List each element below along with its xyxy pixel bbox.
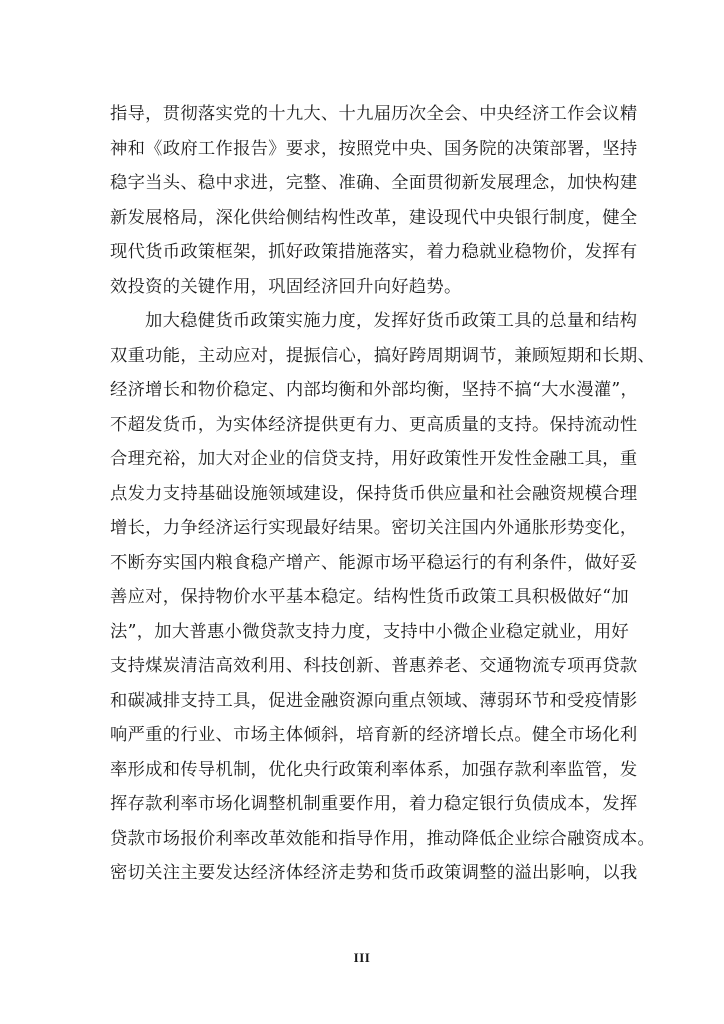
paragraph-2-line-4: 不超发货币，为实体经济提供更有力、更高质量的支持。保持流动性 xyxy=(110,414,638,435)
paragraph-1-line-2: 神和《政府工作报告》要求，按照党中央、国务院的决策部署，坚持 xyxy=(110,138,638,159)
paragraph-2-line-11: 支持煤炭清洁高效利用、科技创新、普惠养老、交通物流专项再贷款 xyxy=(110,656,638,676)
paragraph-1-line-4: 新发展格局，深化供给侧结构性改革，建设现代中央银行制度，健全 xyxy=(110,207,638,228)
paragraph-1-line-5: 现代货币政策框架，抓好政策措施落实，着力稳就业稳物价，发挥有 xyxy=(110,242,638,262)
paragraph-2-line-14: 率形成和传导机制，优化央行政策利率体系，加强存款利率监管，发 xyxy=(110,759,638,780)
paragraph-2-line-8: 不断夯实国内粮食稳产增产、能源市场平稳运行的有利条件，做好妥 xyxy=(110,552,638,573)
paragraph-2-line-16: 贷款市场报价利率改革效能和指导作用，推动降低企业综合融资成本。 xyxy=(110,828,656,849)
paragraph-2-line-10: 法”，加大普惠小微贷款支持力度，支持中小微企业稳定就业，用好 xyxy=(110,621,629,642)
body-text xyxy=(110,97,656,891)
paragraph-2-line-1: 加大稳健货币政策实施力度，发挥好货币政策工具的总量和结构 xyxy=(145,311,638,331)
paragraph-1-line-3: 稳字当头、稳中求进，完整、准确、全面贯彻新发展理念，加快构建 xyxy=(110,173,638,193)
paragraph-2-line-15: 挥存款利率市场化调整机制重要作用，着力稳定银行负债成本，发挥 xyxy=(110,794,638,814)
paragraph-2-line-13: 响严重的行业、市场主体倾斜，培育新的经济增长点。健全市场化利 xyxy=(110,725,638,745)
paragraph-2-line-12: 和碳减排支持工具，促进金融资源向重点领域、薄弱环节和受疫情影 xyxy=(110,690,638,711)
paragraph-2-line-3: 经济增长和物价稳定、内部均衡和外部均衡，坚持不搞“大水漫灌”， xyxy=(110,380,639,400)
paragraph-2-line-6: 点发力支持基础设施领域建设，保持货币供应量和社会融资规模合理 xyxy=(110,483,638,504)
paragraph-2-line-17: 密切关注主要发达经济体经济走势和货币政策调整的溢出影响，以我 xyxy=(110,863,638,883)
paragraph-2-line-5: 合理充裕，加大对企业的信贷支持，用好政策性开发性金融工具，重 xyxy=(110,449,638,469)
paragraph-1-line-1: 指导，贯彻落实党的十九大、十九届历次全会、中央经济工作会议精 xyxy=(110,104,638,124)
page-number: III xyxy=(353,950,371,965)
paragraph-2-line-9: 善应对，保持物价水平基本稳定。结构性货币政策工具积极做好“加 xyxy=(110,587,629,607)
paragraph-2-line-7: 增长，力争经济运行实现最好结果。密切关注国内外通胀形势变化， xyxy=(110,518,638,538)
paragraph-1-line-6: 效投资的关键作用，巩固经济回升向好趋势。 xyxy=(110,276,462,297)
paragraph-2-line-2: 双重功能，主动应对，提振信心，搞好跨周期调节，兼顾短期和长期、 xyxy=(110,345,656,366)
